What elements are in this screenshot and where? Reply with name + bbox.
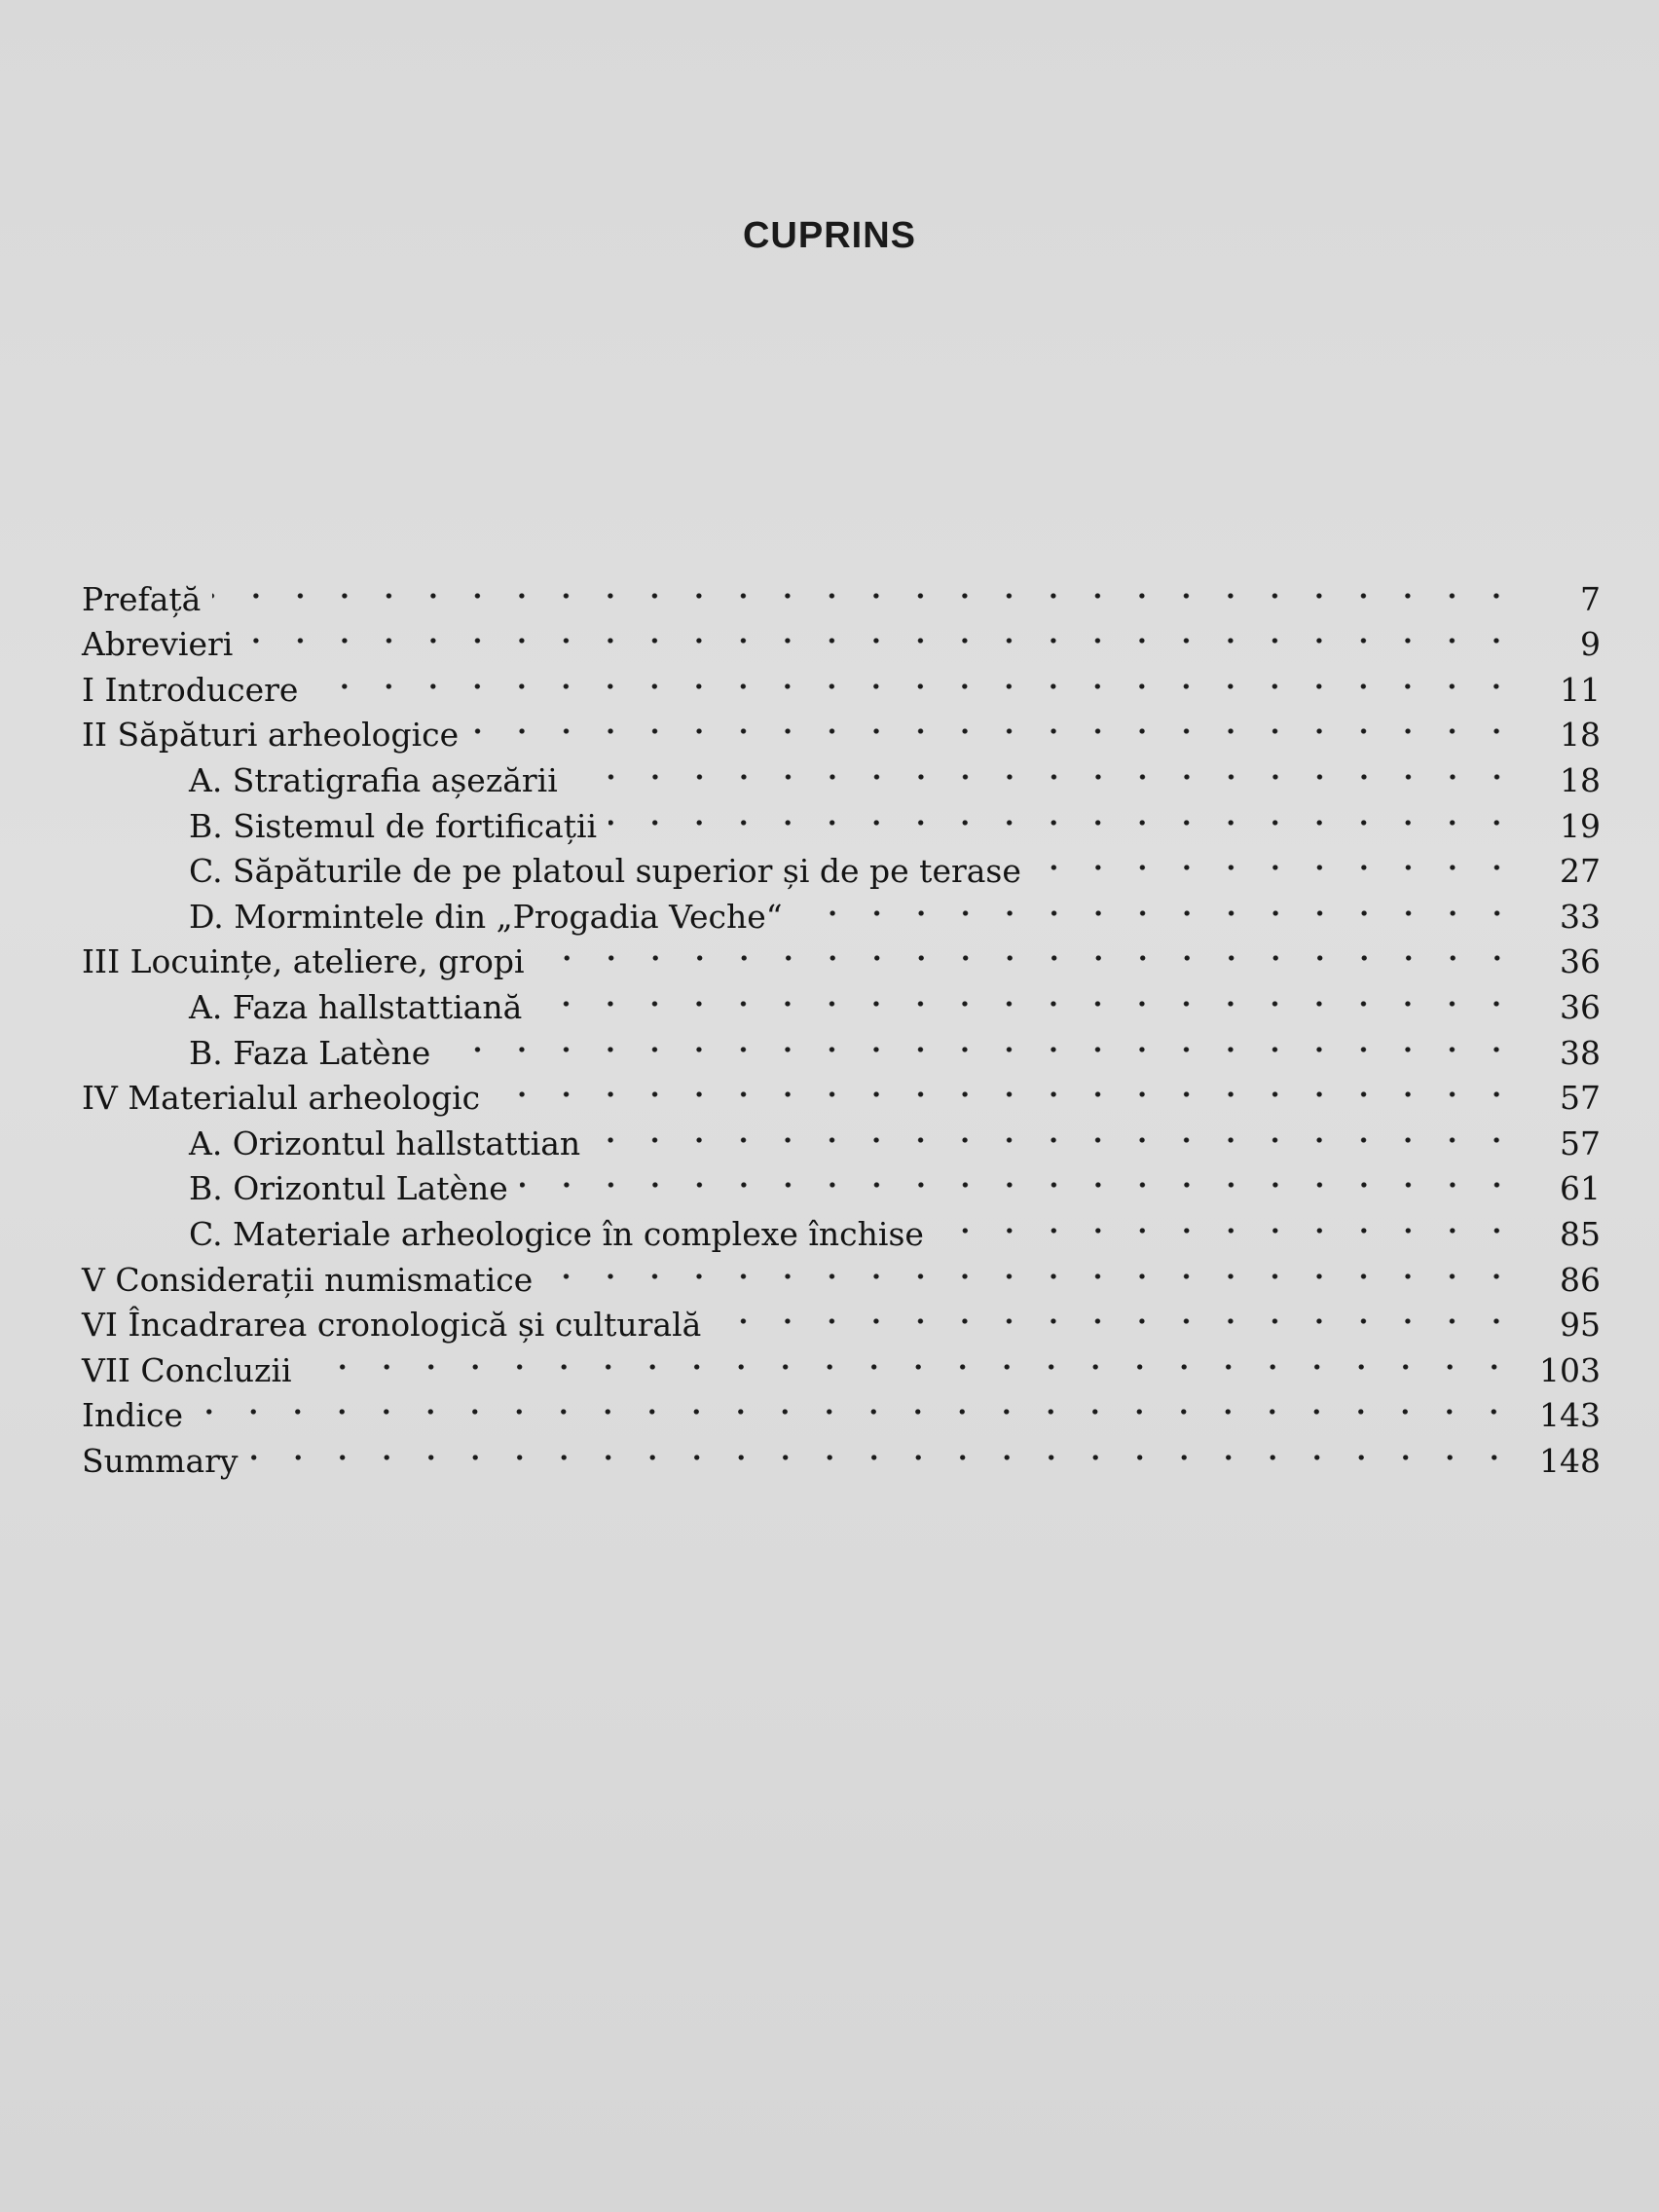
- dot-leader: [608, 792, 1519, 837]
- dot-leader: [520, 1155, 1519, 1200]
- toc-entry-page: 85: [1560, 1214, 1601, 1253]
- toc-entry-label: IV Materialul arheologic: [82, 1079, 481, 1118]
- toc-entry-page: 38: [1560, 1033, 1601, 1072]
- dot-leader: [244, 610, 1519, 656]
- dot-leader: [936, 1199, 1519, 1245]
- dot-leader: [470, 701, 1519, 747]
- toc-entry-page: 57: [1560, 1079, 1601, 1118]
- toc-entry-label: I Introducere: [82, 670, 299, 709]
- toc-entry-label: D. Mormintele din „Progadia Veche“: [189, 897, 783, 936]
- toc-entry-label: C. Materiale arheologice în complexe închise: [189, 1214, 924, 1253]
- toc-entry-label: Abrevieri: [82, 625, 234, 664]
- dot-leader: [1033, 837, 1519, 883]
- toc-entry-page: 86: [1560, 1260, 1601, 1299]
- dot-leader: [794, 882, 1519, 928]
- table-of-contents: [82, 565, 1601, 1480]
- toc-entry-label: II Săpături arheologice: [82, 716, 460, 755]
- toc-entry-page: 33: [1560, 897, 1601, 936]
- toc-entry-label: Prefață: [82, 579, 202, 618]
- toc-entry: [82, 1382, 1601, 1435]
- toc-entry-label: A. Faza hallstattiană: [189, 987, 523, 1026]
- toc-entry-label: V Considerații numismatice: [82, 1260, 534, 1299]
- toc-entry-page: 103: [1539, 1350, 1601, 1389]
- toc-entry-label: B. Faza Latène: [189, 1033, 431, 1072]
- dot-leader: [304, 1336, 1516, 1382]
- dot-leader: [212, 565, 1519, 610]
- toc-entry-page: 61: [1560, 1169, 1601, 1208]
- dot-leader: [442, 1018, 1519, 1064]
- toc-entry-page: 57: [1560, 1124, 1601, 1162]
- toc-entry-label: Indice: [82, 1396, 183, 1435]
- page-title: CUPRINS: [742, 215, 917, 257]
- toc-entry-page: 11: [1560, 670, 1601, 709]
- toc-entry-page: 19: [1560, 806, 1601, 845]
- dot-leader: [536, 928, 1519, 974]
- dot-leader: [492, 1064, 1519, 1110]
- toc-entry: [82, 610, 1601, 664]
- toc-entry: [82, 1426, 1601, 1480]
- toc-entry-page: 7: [1580, 579, 1601, 618]
- toc-entry-label: III Locuințe, ateliere, gropi: [82, 942, 525, 981]
- toc-entry-page: 9: [1580, 625, 1601, 664]
- dot-leader: [534, 973, 1519, 1018]
- toc-entry-label: C. Săpăturile de pe platoul superior și de pe terase: [189, 852, 1021, 891]
- toc-entry-label: Summary: [82, 1441, 239, 1480]
- toc-entry-page: 18: [1560, 760, 1601, 799]
- toc-entry-label: B. Sistemul de fortificații: [189, 806, 598, 845]
- toc-entry-page: 36: [1560, 942, 1601, 981]
- toc-entry-label: A. Stratigrafia așezării: [189, 760, 558, 799]
- dot-leader: [592, 1109, 1519, 1155]
- dot-leader: [250, 1426, 1516, 1472]
- toc-entry-page: 27: [1560, 852, 1601, 891]
- toc-entry: [82, 1336, 1601, 1389]
- toc-entry-label: B. Orizontul Latène: [189, 1169, 508, 1208]
- dot-leader: [195, 1382, 1516, 1427]
- toc-entry-page: 36: [1560, 987, 1601, 1026]
- toc-entry-label: VI Încadrarea cronologică și culturală: [82, 1306, 702, 1345]
- toc-entry: [82, 565, 1601, 618]
- dot-leader: [713, 1291, 1519, 1337]
- dot-leader: [544, 1245, 1519, 1291]
- toc-entry-page: 143: [1539, 1396, 1601, 1435]
- dot-leader: [310, 655, 1519, 701]
- toc-entry-label: A. Orizontul hallstattian: [189, 1124, 581, 1162]
- toc-entry-label: VII Concluzii: [82, 1350, 292, 1389]
- toc-entry-page: 95: [1560, 1306, 1601, 1345]
- toc-entry-page: 148: [1539, 1441, 1601, 1480]
- toc-entry: [82, 655, 1601, 709]
- dot-leader: [570, 746, 1519, 792]
- toc-entry-page: 18: [1560, 716, 1601, 755]
